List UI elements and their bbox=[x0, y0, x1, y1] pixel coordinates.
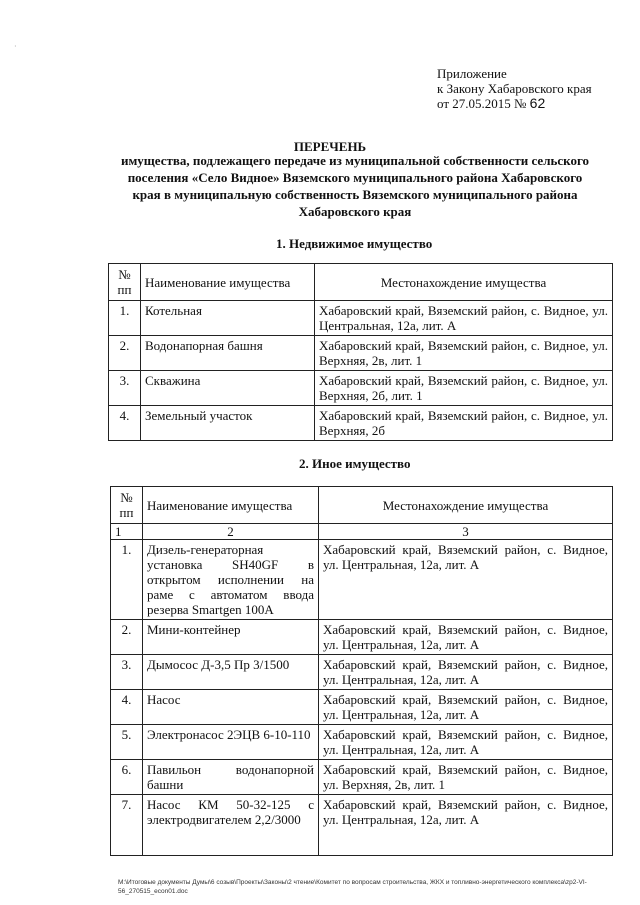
header-name: Наименование имущества bbox=[141, 264, 315, 301]
row-location: Хабаровский край, Вяземский район, с. Видное, ул. Центральная, 12а, лит. А bbox=[315, 301, 613, 336]
row-location: Хабаровский край, Вяземский район, с. Видное, ул. Центральная, 12а, лит. А bbox=[319, 655, 613, 690]
row-name: Насос КМ 50-32-125 с электродвигателем 2,2/3000 bbox=[143, 795, 319, 856]
row-location: Хабаровский край, Вяземский район, с. Видное, ул. Центральная, 12а, лит. А bbox=[319, 795, 613, 856]
index-row bbox=[111, 524, 613, 540]
row-name: Павильон водонапорной башни bbox=[143, 760, 319, 795]
row-no: 4. bbox=[111, 690, 143, 725]
section-2-heading: 2. Иное имущество bbox=[299, 456, 411, 471]
table-row bbox=[109, 406, 613, 441]
row-location: Хабаровский край, Вяземский район, с. Видное, ул. Верхняя, 2б, лит. 1 bbox=[315, 371, 613, 406]
row-location: Хабаровский край, Вяземский район, с. Видное, ул. Центральная, 12а, лит. А bbox=[319, 725, 613, 760]
document-title: ПЕРЕЧЕНЬ bbox=[293, 139, 367, 154]
index-2: 2 bbox=[143, 524, 319, 540]
row-no: 4. bbox=[109, 406, 141, 441]
annex-block bbox=[437, 66, 592, 111]
row-location: Хабаровский край, Вяземский район, с. Видное, ул. Центральная, 12а, лит. А bbox=[319, 620, 613, 655]
table-row bbox=[111, 620, 613, 655]
row-location: Хабаровский край, Вяземский район, с. Видное, ул. Центральная, 12а, лит. А bbox=[319, 690, 613, 725]
table-row bbox=[111, 795, 613, 856]
row-no: 3. bbox=[111, 655, 143, 690]
table-header-row bbox=[109, 264, 613, 301]
row-name: Скважина bbox=[141, 371, 315, 406]
row-no: 1. bbox=[111, 540, 143, 620]
header-name: Наименование имущества bbox=[143, 487, 319, 524]
row-no: 2. bbox=[111, 620, 143, 655]
row-no: 1. bbox=[109, 301, 141, 336]
row-name: Водонапорная башня bbox=[141, 336, 315, 371]
table-row bbox=[111, 760, 613, 795]
table-header-row bbox=[111, 487, 613, 524]
row-no: 3. bbox=[109, 371, 141, 406]
row-name: Земельный участок bbox=[141, 406, 315, 441]
annex-line-1: Приложение bbox=[437, 66, 507, 81]
annex-date: от 27.05.2015 № bbox=[437, 96, 527, 111]
table-row bbox=[111, 690, 613, 725]
row-location: Хабаровский край, Вяземский район, с. Видное, ул. Центральная, 12а, лит. А bbox=[319, 540, 613, 620]
annex-line-3 bbox=[437, 96, 592, 111]
table-row bbox=[109, 336, 613, 371]
table-row bbox=[111, 540, 613, 620]
scan-mark: · bbox=[14, 42, 17, 51]
header-location: Местонахождение имущества bbox=[319, 487, 613, 524]
annex-line-2: к Закону Хабаровского края bbox=[437, 81, 592, 96]
row-name: Дымосос Д-3,5 Пр 3/1500 bbox=[143, 655, 319, 690]
row-name: Насос bbox=[143, 690, 319, 725]
row-location: Хабаровский край, Вяземский район, с. Видное, ул. Верхняя, 2в, лит. 1 bbox=[319, 760, 613, 795]
row-name: Электронасос 2ЭЦВ 6-10-110 bbox=[143, 725, 319, 760]
header-no: № пп bbox=[111, 487, 143, 524]
index-1: 1 bbox=[111, 524, 143, 540]
real-estate-table bbox=[108, 263, 613, 441]
table-row bbox=[109, 301, 613, 336]
table-row bbox=[111, 725, 613, 760]
row-no: 7. bbox=[111, 795, 143, 856]
header-no: № пп bbox=[109, 264, 141, 301]
row-location: Хабаровский край, Вяземский район, с. Видное, ул. Верхняя, 2б bbox=[315, 406, 613, 441]
table-row bbox=[111, 655, 613, 690]
document-subtitle: имущества, подлежащего передаче из муниципальной собственности сельского поселения «Село Видное» Вяземского муниципального района Хабаровского края в муниципальную собственность Вяземского муниципального района Хабаровского края bbox=[120, 153, 590, 219]
index-3: 3 bbox=[319, 524, 613, 540]
other-property-table bbox=[110, 486, 613, 856]
row-no: 6. bbox=[111, 760, 143, 795]
annex-number: 62 bbox=[529, 95, 546, 111]
row-no: 5. bbox=[111, 725, 143, 760]
section-1-heading: 1. Недвижимое имущество bbox=[276, 236, 433, 251]
row-name: Котельная bbox=[141, 301, 315, 336]
file-path-footer: M:\Итоговые документы Думы\6 созыв\Проекты\Законы\2 чтение\Комитет по вопросам строительства, ЖКХ и топливно-энергетического комплекса\zp2-VI-56_270515_econ01.doc bbox=[118, 879, 587, 895]
row-name: Дизель-генераторная установка SH40GF в открытом исполнении на раме с автоматом ввода резерва Smartgen 100А bbox=[143, 540, 319, 620]
table-row bbox=[109, 371, 613, 406]
header-location: Местонахождение имущества bbox=[315, 264, 613, 301]
row-no: 2. bbox=[109, 336, 141, 371]
row-name: Мини-контейнер bbox=[143, 620, 319, 655]
row-location: Хабаровский край, Вяземский район, с. Видное, ул. Верхняя, 2в, лит. 1 bbox=[315, 336, 613, 371]
